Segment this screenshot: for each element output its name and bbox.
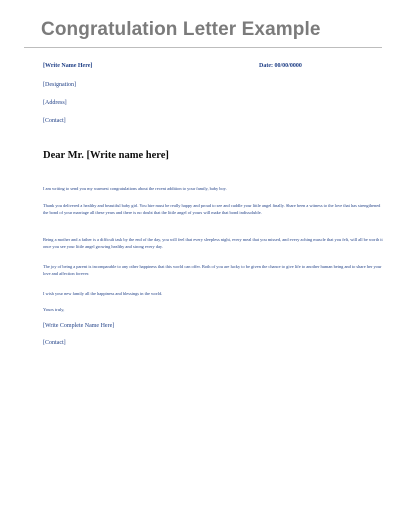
sender-name: [Write Name Here] xyxy=(43,63,93,69)
sender-designation: [Designation] xyxy=(43,82,76,88)
letter-paragraph-5: I wish your new family all the happiness and blessings in the world. xyxy=(43,291,163,296)
letter-paragraph-2: Thank you delivered a healthy and beautiful baby girl. You hire must be really happy and proud to see and cuddle your little angel finally. Share been a witness to the love that has strengthened the bond of your marriage all these years and there is no doubt that the little angel of yours will make that bond indissoluble. xyxy=(43,203,381,216)
page-title: Congratulation Letter Example xyxy=(41,19,321,40)
letter-date: Date: 00/00/0000 xyxy=(259,63,302,69)
letter-closing: Yours truly, xyxy=(43,307,65,312)
signature-contact: [Contact] xyxy=(43,340,66,346)
sender-address: [Address] xyxy=(43,100,67,106)
letter-salutation: Dear Mr. [Write name here] xyxy=(43,150,169,161)
letter-paragraph-3: Being a mother and a father is a difficult task by the end of the day, you will feel that every sleepless night, every meal that you missed, and every aching muscle that you felt, will all be worth it once you see your little angel growing healthy and strong every day. xyxy=(43,237,383,250)
sender-contact: [Contact] xyxy=(43,118,66,124)
letter-paragraph-1: I am writing to send you my warmest congratulations about the recent addition to your family, baby boy. xyxy=(43,186,227,191)
title-divider xyxy=(24,47,382,48)
signature-name: [Write Complete Name Here] xyxy=(43,323,115,329)
letter-paragraph-4: The joy of being a parent is incomparable to any other happiness that this world can offer. Both of you are lucky to be given the chance to give life to another human being and to share her your love and affection forever. xyxy=(43,264,382,277)
